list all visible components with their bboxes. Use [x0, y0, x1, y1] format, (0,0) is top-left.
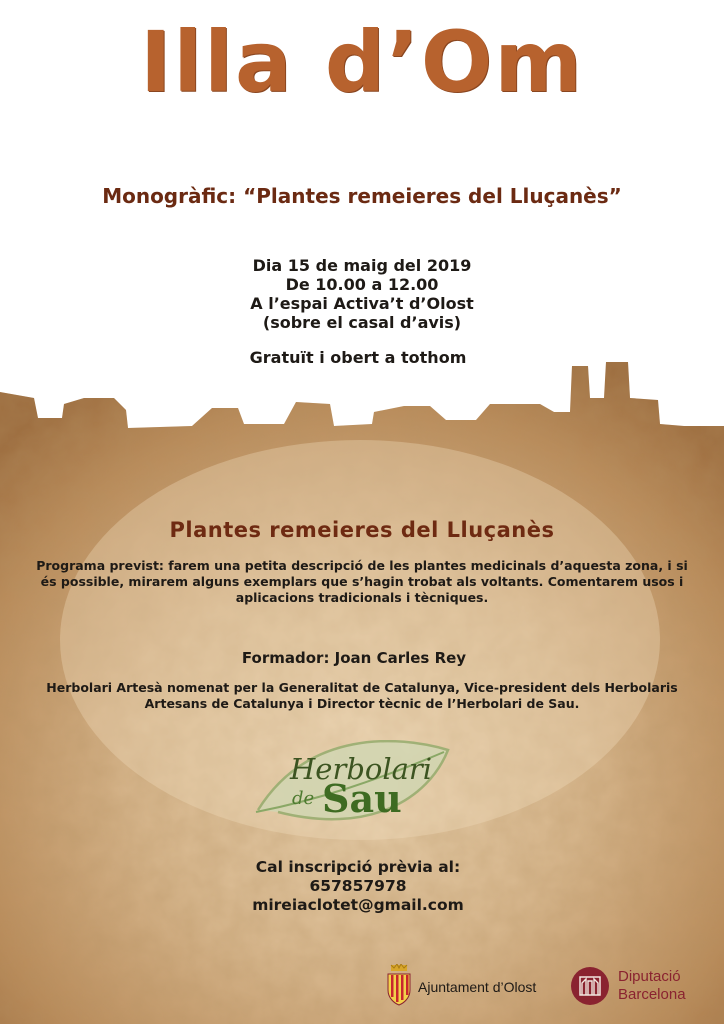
event-info — [0, 256, 724, 332]
logo-text-de: de — [292, 788, 315, 809]
registration-phone: 657857978 — [309, 877, 407, 895]
section-heading: Plantes remeieres del Lluçanès — [169, 518, 555, 542]
logo-text-herbolari: Herbolari — [290, 752, 433, 786]
logo-text-sau: Sau — [322, 776, 402, 821]
trainer-bio: Herbolari Artesà nomenat per la Generalitat de Catalunya, Vice-president dels Herbolaris Artesans de Catalunya i Director tècnic de l’Herbolari de Sau. — [46, 680, 678, 711]
event-time: De 10.00 a 12.00 — [285, 275, 439, 294]
ajuntament-olost-label: Ajuntament d’Olost — [418, 979, 537, 995]
diputacio-label-line1: Diputació — [618, 968, 681, 985]
event-date: Dia 15 de maig del 2019 — [252, 256, 472, 275]
diputacio-barcelona-logo — [570, 966, 720, 1010]
herbolari-de-sau-logo — [248, 740, 458, 840]
coat-of-arms-icon — [386, 964, 412, 1006]
poster-title: Illa d’Om — [140, 13, 584, 111]
event-venue-note: (sobre el casal d’avis) — [262, 313, 462, 332]
monograph-subtitle: Monogràfic: “Plantes remeieres del Lluçanès” — [102, 184, 622, 208]
registration-email: mireiaclotet@gmail.com — [252, 896, 464, 914]
free-entry-note: Gratuït i obert a tothom — [249, 348, 467, 367]
diputacio-label-line2: Barcelona — [618, 986, 686, 1003]
program-description: Programa previst: farem una petita descripció de les plantes medicinals d’aquesta zona, i si és possible, mirarem alguns exemplars que s’hagin trobat als voltants. Comentarem usos i aplicacions tradicionals i tècniques. — [36, 558, 688, 605]
registration-label: Cal inscripció prèvia al: — [255, 858, 461, 876]
registration-info — [0, 858, 716, 915]
diputacio-barcelona-label — [618, 968, 686, 1004]
event-venue: A l’espai Activa’t d’Olost — [250, 294, 474, 313]
ajuntament-olost-logo — [386, 964, 566, 1006]
diputacio-seal-icon — [570, 966, 610, 1006]
trainer-name: Formador: Joan Carles Rey — [241, 649, 467, 667]
